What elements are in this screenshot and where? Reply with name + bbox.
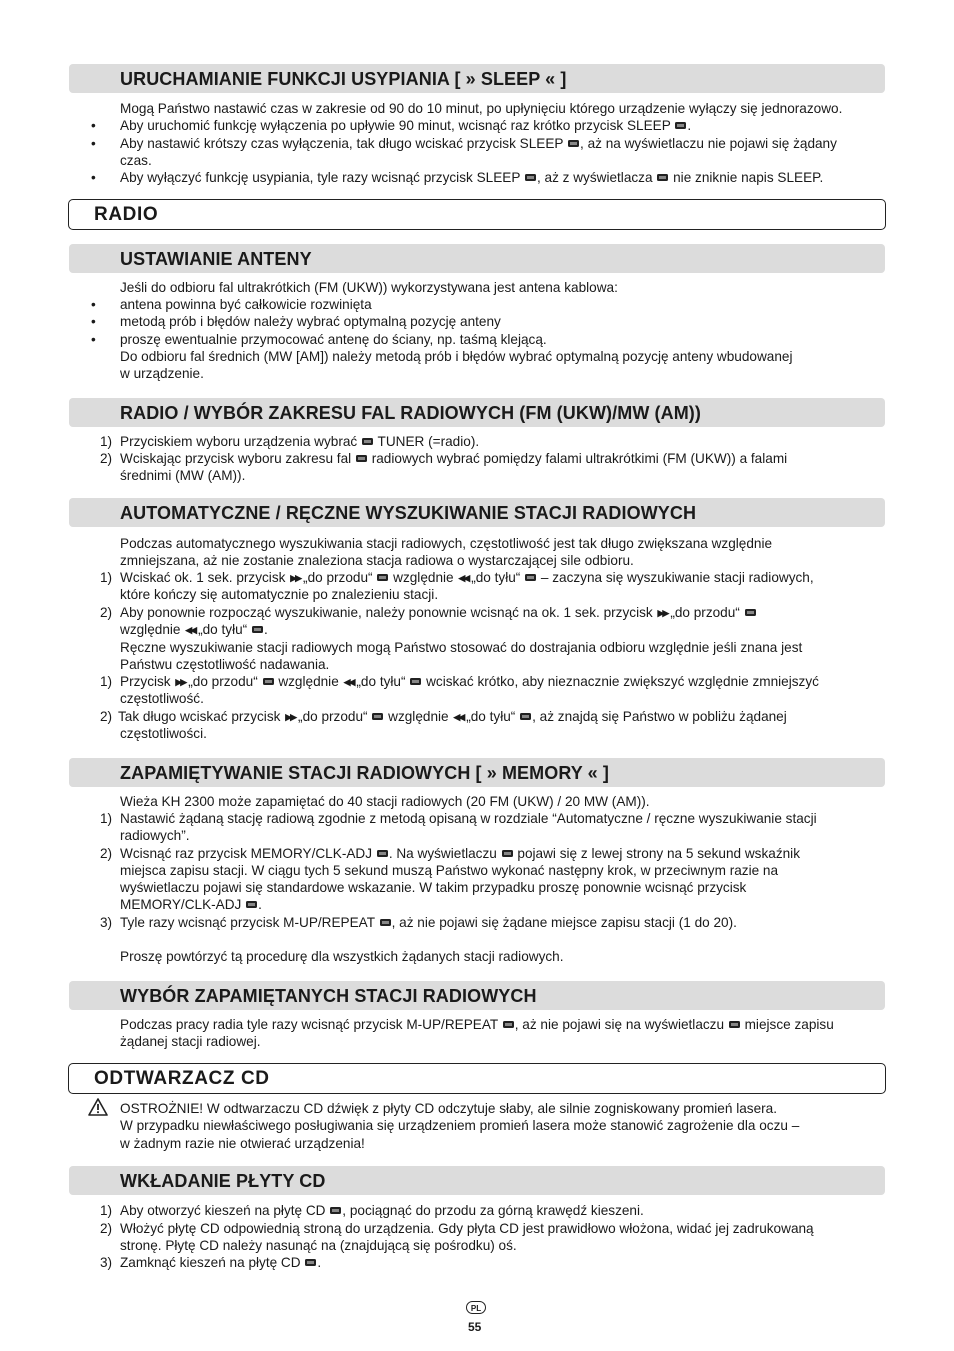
skip-forward-icon: ▶▶ xyxy=(657,608,668,618)
bullet: • xyxy=(91,332,96,347)
antenna-mw-2: w urządzenie. xyxy=(120,366,204,381)
search-step-2-cont: względnie ◀◀ „do tyłu“ . xyxy=(120,621,268,639)
button-ref-icon xyxy=(305,1259,316,1266)
antenna-bullet-1: antena powinna być całkowicie rozwinięta xyxy=(120,297,372,312)
caution-line-2: W przypadku niewłaściwego posługiwania się urządzeniem promień lasera może stanowić zagrożenie dla oczu – xyxy=(120,1118,800,1133)
button-ref-icon xyxy=(675,122,686,129)
button-ref-icon xyxy=(377,574,388,581)
step-number: 1) xyxy=(100,434,113,449)
search-step-1-cont: które kończy się automatycznie po znalezieniu stacji. xyxy=(120,587,439,602)
display-ref-icon xyxy=(657,174,668,181)
button-ref-icon xyxy=(410,678,421,685)
button-ref-icon xyxy=(380,919,391,926)
display-ref-icon xyxy=(502,850,513,857)
heading-band: RADIO / WYBÓR ZAKRESU FAL RADIOWYCH (FM (UKW)/MW (AM)) xyxy=(120,403,701,423)
button-ref-icon xyxy=(503,1021,514,1028)
bullet: • xyxy=(91,170,96,185)
step-number: 2) xyxy=(100,1221,113,1236)
button-ref-icon xyxy=(252,626,263,633)
button-ref-icon xyxy=(525,574,536,581)
heading-sleep: URUCHAMIANIE FUNKCJI USYPIANIA [ » SLEEP « ] xyxy=(120,69,567,89)
display-ref-icon xyxy=(729,1021,740,1028)
memory-step-1: Nastawić żądaną stację radiową zgodnie z metodą opisaną w rozdziale “Automatyczne / ręczne wyszukiwanie stacji xyxy=(120,811,817,826)
skip-back-icon: ◀◀ xyxy=(458,573,469,583)
step-number: 2) xyxy=(100,605,113,620)
button-ref-icon xyxy=(330,1207,341,1214)
sleep-bullet-2: Aby nastawić krótszy czas wyłączenia, tak długo wciskać przycisk SLEEP , aż na wyświetlaczu nie pojawi się żądany xyxy=(120,136,837,151)
skip-back-icon: ◀◀ xyxy=(453,712,464,722)
heading-search: AUTOMATYCZNE / RĘCZNE WYSZUKIWANIE STACJI RADIOWYCH xyxy=(120,503,697,523)
insert-step-2-cont: stronę. Płytę CD należy nasunąć na (znajdującą się pośrodku) oś. xyxy=(120,1238,517,1253)
section-header-band xyxy=(69,398,885,427)
heading-recall: WYBÓR ZAPAMIĘTANYCH STACJI RADIOWYCH xyxy=(120,986,537,1006)
bullet: • xyxy=(91,136,96,151)
bullet: • xyxy=(91,297,96,312)
section-header-recall xyxy=(69,981,885,1010)
button-ref-icon xyxy=(525,174,536,181)
skip-back-icon: ◀◀ xyxy=(185,625,196,635)
search-step-1: Wciskać ok. 1 sek. przycisk ▶▶ „do przodu“ względnie ◀◀ „do tyłu“ – zaczyna się wyszukiwanie stacji radiowych, xyxy=(120,569,814,587)
band-step-2-cont: średnimi (MW (AM)). xyxy=(120,468,246,483)
memory-step-3: Tyle razy wcisnąć przycisk M-UP/REPEAT , aż nie pojawi się żądane miejsce zapisu stacji (1 do 20). xyxy=(120,915,737,930)
memory-intro: Wieża KH 2300 może zapamiętać do 40 stacji radiowych (20 FM (UKW) / 20 MW (AM)). xyxy=(120,794,650,809)
search-intro-2: zmniejszana, aż nie zostanie znaleziona stacja radiowa o wystarczającej sile odbioru. xyxy=(120,553,634,568)
heading-antenna: USTAWIANIE ANTENY xyxy=(120,249,312,269)
band-step-1: Przyciskiem wyboru urządzenia wybrać TUNER (=radio). xyxy=(120,434,480,449)
skip-forward-icon: ▶▶ xyxy=(290,573,301,583)
search-manual-step-2-cont: częstotliwości. xyxy=(120,726,207,741)
step-number: 3) xyxy=(100,915,113,930)
step-number: 1) xyxy=(100,811,113,826)
skip-forward-icon: ▶▶ xyxy=(175,677,186,687)
button-ref-icon xyxy=(263,678,274,685)
search-manual-2: Państwu częstotliwość nadawania. xyxy=(120,657,330,672)
caution-line-1: OSTROŻNIE! W odtwarzaczu CD dźwięk z płyty CD odczytuje słaby, ale silnie zogniskowany promień lasera. xyxy=(120,1101,778,1116)
section-header-insert-cd xyxy=(69,1166,885,1195)
button-ref-icon xyxy=(362,438,373,445)
antenna-mw-1: Do odbioru fal średnich (MW [AM]) należy metodą prób i błędów wybrać optymalną pozycję anteny wbudowanej xyxy=(120,349,793,364)
section-header-sleep xyxy=(69,64,885,93)
step-number: 3) xyxy=(100,1255,113,1270)
chapter-title-cd: ODTWARZACZ CD xyxy=(94,1068,270,1089)
search-manual-step-1: Przycisk ▶▶ „do przodu“ względnie ◀◀ „do tyłu“ wciskać krótko, aby nieznacznie zwiększyć względnie zmniejszyć xyxy=(120,673,819,691)
band-step-2: Wciskając przycisk wyboru zakresu fal radiowych wybrać pomiędzy falami ultrakrótkimi (FM (UKW)) a falami xyxy=(120,451,788,466)
warning-icon xyxy=(88,1098,108,1116)
button-ref-icon xyxy=(356,455,367,462)
search-manual-step-2: Tak długo wciskać przycisk ▶▶ „do przodu“ względnie ◀◀ „do tyłu“ , aż znajdą się Państwo w pobliżu żądanej xyxy=(118,708,787,726)
antenna-intro: Jeśli do odbioru fal ultrakrótkich (FM (UKW)) wykorzystywana jest antena kablowa: xyxy=(120,280,618,295)
insert-step-1: Aby otworzyć kieszeń na płytę CD , pociągnąć do przodu za górną krawędź kieszeni. xyxy=(120,1203,644,1218)
sleep-bullet-3: Aby wyłączyć funkcję usypiania, tyle razy wcisnąć przycisk SLEEP , aż z wyświetlacza nie zniknie napis SLEEP. xyxy=(120,170,824,185)
skip-forward-icon: ▶▶ xyxy=(285,712,296,722)
caution-line-3: w żadnym razie nie otwierać urządzenia! xyxy=(120,1136,365,1151)
antenna-bullet-3: proszę ewentualnie przymocować antenę do ściany, np. taśmą klejącą. xyxy=(120,332,547,347)
memory-step-2-cont-2: wyświetlaczu pojawi się standardowe wskazanie. W takim przypadku proszę ponownie wcisnąć przycisk xyxy=(120,880,747,895)
chapter-box-cd xyxy=(68,1063,886,1094)
step-number: 2) xyxy=(100,846,113,861)
button-ref-icon xyxy=(745,609,756,616)
language-badge: PL xyxy=(466,1301,486,1314)
step-number: 2) xyxy=(100,709,113,724)
heading-memory: ZAPAMIĘTYWANIE STACJI RADIOWYCH [ » MEMORY « ] xyxy=(120,763,609,783)
sleep-intro: Mogą Państwo nastawić czas w zakresie od 90 do 10 minut, po upłynięciu którego urządzenie wyłączy się jednorazowo. xyxy=(120,101,843,116)
memory-step-2-cont-1: miejsca zapisu stacji. W ciągu tych 5 sekund muszą Państwo wykonać następny krok, w przeciwnym razie na xyxy=(120,863,779,878)
step-number: 1) xyxy=(100,674,113,689)
antenna-bullet-2: metodą prób i błędów należy wybrać optymalną pozycję anteny xyxy=(120,314,501,329)
bullet: • xyxy=(91,314,96,329)
skip-back-icon: ◀◀ xyxy=(343,677,354,687)
recall-line-1: Podczas pracy radia tyle razy wcisnąć przycisk M-UP/REPEAT , aż nie pojawi się na wyświetlaczu miejsce zapisu xyxy=(120,1017,834,1032)
search-step-2: Aby ponownie rozpocząć wyszukiwanie, należy ponownie wcisnąć na ok. 1 sek. przycisk ▶▶ „do przodu“ xyxy=(120,604,757,622)
section-header-memory xyxy=(69,758,885,787)
insert-step-3: Zamknąć kieszeń na płytę CD . xyxy=(120,1255,322,1270)
search-intro-1: Podczas automatycznego wyszukiwania stacji radiowych, częstotliwość jest tak długo zwiększana względnie xyxy=(120,536,773,551)
button-ref-icon xyxy=(520,713,531,720)
step-number: 2) xyxy=(100,451,113,466)
memory-repeat: Proszę powtórzyć tą procedurę dla wszystkich żądanych stacji radiowych. xyxy=(120,949,564,964)
bullet: • xyxy=(91,118,96,133)
section-header-antenna xyxy=(69,244,885,273)
button-ref-icon xyxy=(372,713,383,720)
step-number: 1) xyxy=(100,570,113,585)
sleep-bullet-2-cont: czas. xyxy=(120,153,152,168)
memory-step-1-cont: radiowych”. xyxy=(120,828,190,843)
sleep-bullet-1: Aby uruchomić funkcję wyłączenia po upływie 90 minut, wcisnąć raz krótko przycisk SLEEP . xyxy=(120,118,692,133)
recall-line-2: żądanej stacji radiowej. xyxy=(120,1034,261,1049)
insert-step-2: Włożyć płytę CD odpowiednią stroną do urządzenia. Gdy płyta CD jest prawidłowo włożona, widać jej zadrukowaną xyxy=(120,1221,814,1236)
step-number: 1) xyxy=(100,1203,113,1218)
button-ref-icon xyxy=(246,901,257,908)
heading-insert-cd: WKŁADANIE PŁYTY CD xyxy=(120,1171,326,1191)
chapter-box-radio xyxy=(68,199,886,230)
search-manual-step-1-cont: częstotliwość. xyxy=(120,691,204,706)
memory-step-2-cont-3: MEMORY/CLK-ADJ . xyxy=(120,897,262,912)
section-header-search xyxy=(69,498,885,527)
button-ref-icon xyxy=(568,140,579,147)
search-manual-1: Ręczne wyszukiwanie stacji radiowych mogą Państwo stosować do dostrajania odbioru względnie jeśli znana jest xyxy=(120,640,803,655)
page-number: 55 xyxy=(468,1320,482,1334)
memory-step-2: Wcisnąć raz przycisk MEMORY/CLK-ADJ . Na wyświetlaczu pojawi się z lewej strony na 5 sekund wskaźnik xyxy=(120,846,800,861)
button-ref-icon xyxy=(377,850,388,857)
chapter-title-radio: RADIO xyxy=(94,204,159,225)
